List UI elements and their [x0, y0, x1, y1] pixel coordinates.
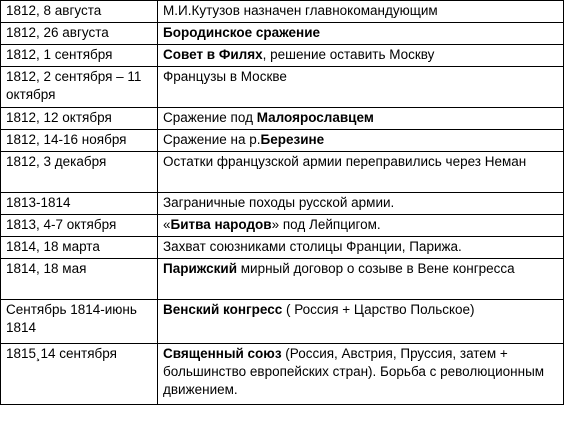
event-text: (Россия, Австрия, Пруссия, затем + большинство европейских стран). Борьба с революционным движением. [163, 346, 545, 397]
date-cell: Сентябрь 1814-июнь 1814 [1, 300, 158, 344]
date-cell: 1812, 3 декабря [1, 152, 158, 193]
event-text: Французы в Москве [163, 69, 287, 84]
table-row [1, 344, 564, 405]
event-text: « [163, 217, 171, 232]
event-text-bold: Совет в Филях [163, 47, 263, 62]
table-row [1, 45, 564, 67]
event-cell [158, 344, 564, 405]
table-row [1, 215, 564, 237]
event-text: мирный договор о созыве в Вене конгресса [237, 261, 515, 276]
date-cell: 1812, 12 октября [1, 108, 158, 130]
event-text-bold: Малоярославцем [256, 110, 374, 125]
event-cell [158, 1, 564, 23]
date-cell: 1812, 1 сентября [1, 45, 158, 67]
table-row [1, 130, 564, 152]
date-cell: 1812, 8 августа [1, 1, 158, 23]
date-cell: 1812, 2 сентября – 11 октября [1, 67, 158, 108]
date-cell: 1812, 14-16 ноября [1, 130, 158, 152]
event-text: » под Лейпцигом. [271, 217, 381, 232]
date-cell: 1812, 26 августа [1, 23, 158, 45]
event-cell [158, 130, 564, 152]
event-cell [158, 300, 564, 344]
table-row [1, 23, 564, 45]
table-row [1, 237, 564, 259]
date-cell: 1813, 4-7 октября [1, 215, 158, 237]
event-cell [158, 23, 564, 45]
event-text-bold: Березине [260, 132, 325, 147]
date-cell: 1813-1814 [1, 193, 158, 215]
table-row [1, 259, 564, 300]
table-row [1, 193, 564, 215]
event-text-bold: Венский конгресс [163, 302, 283, 317]
event-text-bold: Священный союз [163, 346, 282, 361]
event-text: Сражение под [163, 110, 257, 125]
event-cell [158, 67, 564, 108]
timeline-body [1, 1, 564, 405]
table-row [1, 152, 564, 193]
event-text: Остатки французской армии переправились через Неман [163, 154, 527, 169]
event-text-bold: Битва народов [170, 217, 272, 232]
date-cell: 1814, 18 марта [1, 237, 158, 259]
event-cell [158, 215, 564, 237]
event-text-bold: Парижский [163, 261, 238, 276]
event-text: ( Россия + Царство Польское) [282, 302, 475, 317]
table-row [1, 67, 564, 108]
table-row [1, 300, 564, 344]
event-text: М.И.Кутузов назначен главнокомандующим [163, 3, 438, 18]
event-text: Сражение на р. [163, 132, 261, 147]
event-cell [158, 259, 564, 300]
event-cell [158, 152, 564, 193]
event-text: Захват союзниками столицы Франции, Парижа. [163, 239, 462, 254]
event-cell [158, 45, 564, 67]
table-row [1, 108, 564, 130]
event-cell [158, 108, 564, 130]
event-text: , решение оставить Москву [262, 47, 435, 62]
event-text-bold: Бородинское сражение [163, 25, 321, 40]
date-cell: 1815¸14 сентября [1, 344, 158, 405]
event-text: Заграничные походы русской армии. [163, 195, 395, 210]
event-cell [158, 237, 564, 259]
table-row [1, 1, 564, 23]
date-cell: 1814, 18 мая [1, 259, 158, 300]
event-cell [158, 193, 564, 215]
